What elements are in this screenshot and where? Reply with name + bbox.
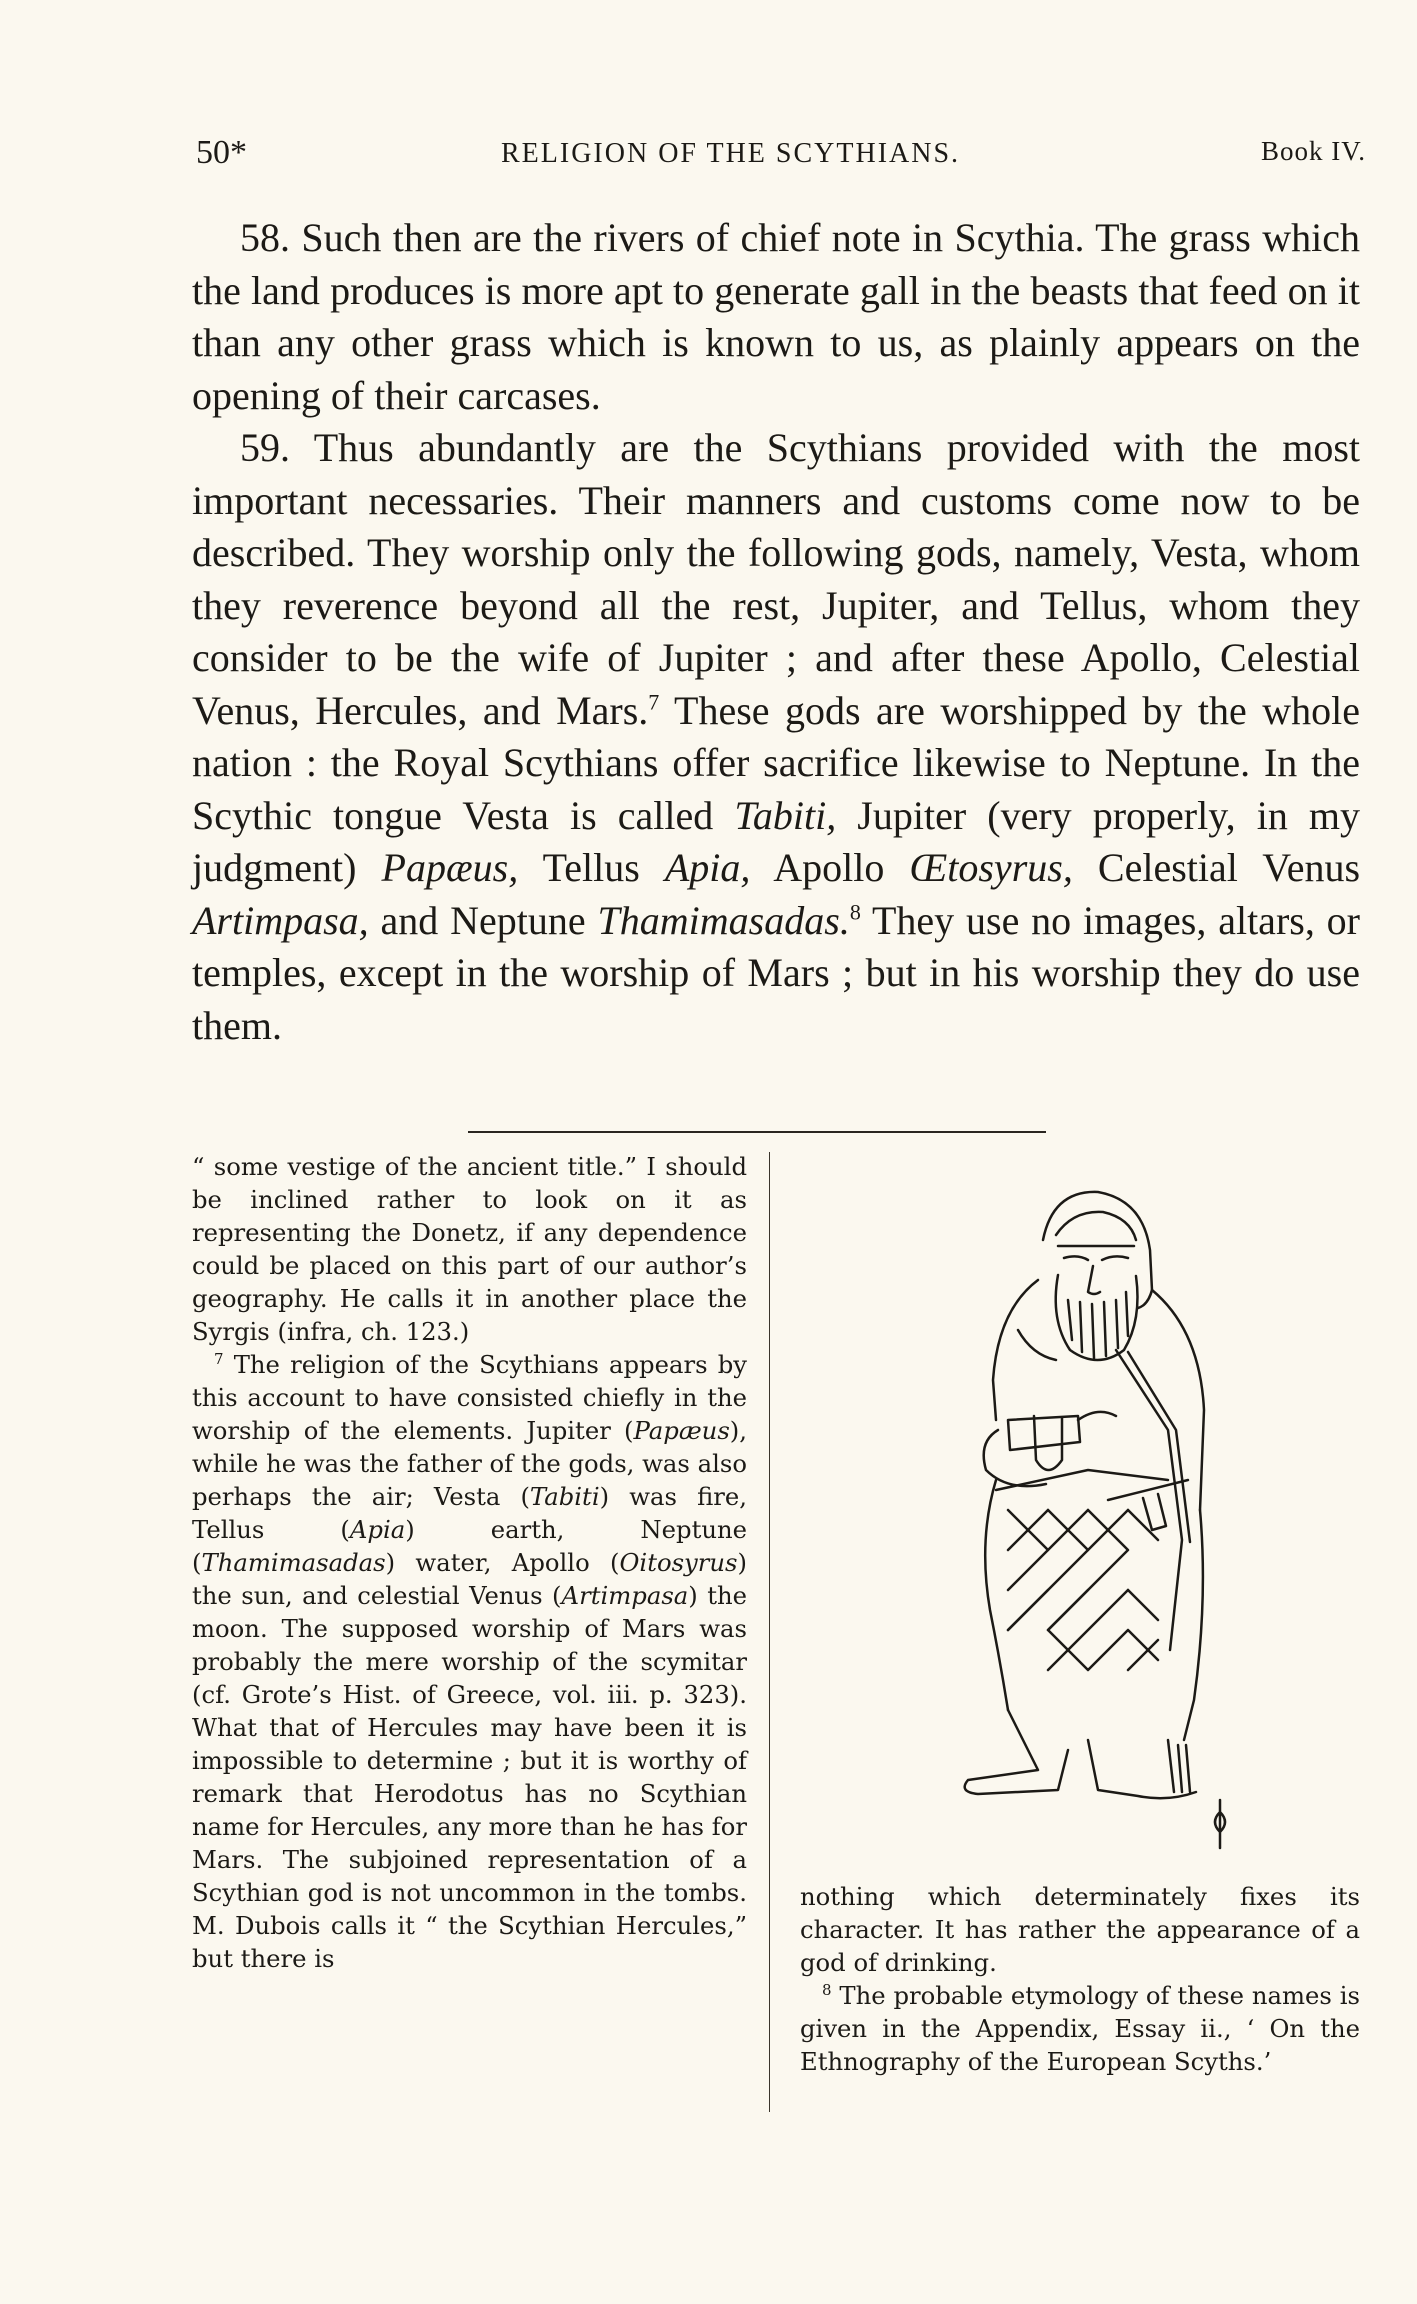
name-thamimasadas: Thamimasadas. [597, 897, 850, 943]
footnote-8: $^8$ The probable etymology of these names is given in the Appendix, Essay ii., ‘ On the Ethnography of the European Scyths.’ [800, 1980, 1360, 2076]
paragraph-59: 59. Thus abundantly are the Scythians provided with the most important necessaries. Their manners and customs come now to be described. They worship only the following gods, namely, Vesta, whom they reverence beyond all the rest, Jupiter, and Tellus, whom they consider to be the wife of Jupiter ; and after these Apollo, Celestial Venus, Hercules, and Mars.$^7$ These gods are worshipped by the whole nation : the Royal Scythians offer sacrifice likewise to Neptune. In the Scythic tongue Vesta is called Tabiti, Jupiter (very properly, in my judgment) Papæus, Tellus Apia, Apollo Œtosyrus, Celestial Venus Artimpasa, and Neptune Thamimasadas.$^8$ They use no images, altars, or temples, except in the worship of Mars ; but in his worship they do use them. [192, 425, 1361, 1048]
name-artimpasa: Artimpasa, [192, 897, 369, 943]
name-papaeus: Papæus, [381, 845, 519, 890]
footnote-rule [468, 1131, 1046, 1133]
running-title: RELIGION OF THE SCYTHIANS. [501, 138, 961, 169]
name-apia: Apia, [664, 845, 751, 890]
footnote-continuation: “ some vestige of the ancient title.” I should be inclined rather to look on it as representing the Donetz, if any dependence could be placed on this part of our author’s geography. He calls it in another place the Syrgis (infra, ch. 123.) [192, 1152, 747, 1346]
page-number: 50* [196, 134, 247, 171]
scythian-god-figure-icon [938, 1180, 1238, 1860]
footnotes-right-column [800, 1880, 1360, 2078]
footnote-7: $^7$ The religion of the Scythians appears by this account to have consisted chiefly in the worship of the elements. Jupiter (Papæus), while he was the father of the gods, was also perhaps the air; Vesta (Tabiti) was fire, Tellus (Apia) earth, Neptune (Thamimasadas) water, Apollo (Oitosyrus) the sun, and celestial Venus (Artimpasa) the moon. The supposed worship of Mars was probably the mere worship of the scymitar (cf. Grote’s Hist. of Greece, vol. iii. p. 323). What that of Hercules may have been it is impossible to determine ; but it is worthy of remark that Herodotus has no Scythian name for Hercules, any more than he has for Mars. The subjoined representation of a Scythian god is not uncommon in the tombs. M. Dubois calls it “ the Scythian Hercules,” but there is [192, 1349, 748, 1973]
column-divider [769, 1152, 770, 2112]
main-text [192, 212, 1360, 1052]
paragraph-58: 58. Such then are the rivers of chief note in Scythia. The grass which the land produces is more apt to generate gall in the beasts that feed on it than any other grass which is known to us, as plainly appears on the opening of their carcases. [192, 215, 1360, 418]
running-head [196, 130, 1366, 180]
footnote-ref-8: 8 [849, 899, 861, 925]
footnote-ref-7: 7 [648, 689, 660, 715]
footnotes-left-column [192, 1150, 747, 1975]
name-tabiti: Tabiti, [734, 792, 837, 838]
book-label: Book IV. [1260, 136, 1366, 166]
name-oetosyrus: Œtosyrus, [909, 845, 1073, 890]
footnote-7-continuation: nothing which determinately fixes its character. It has rather the appearance of a god of drinking. [800, 1882, 1360, 1977]
